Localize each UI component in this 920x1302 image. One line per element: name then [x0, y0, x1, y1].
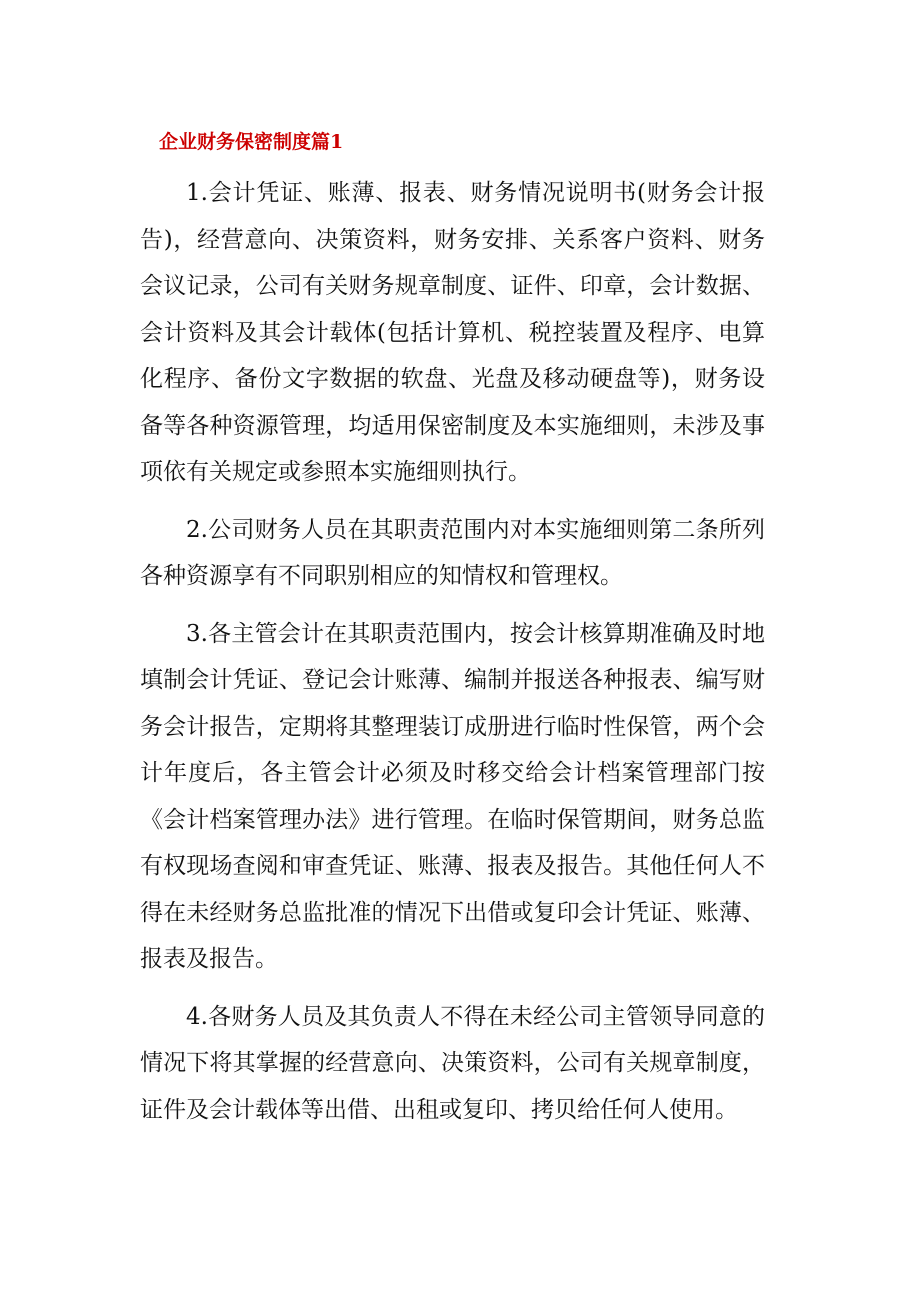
paragraph-4: 4.各财务人员及其负责人不得在未经公司主管领导同意的情况下将其掌握的经营意向、决策资料，公司有关规章制度，证件及会计载体等出借、出租或复印、拷贝给任何人使用。 [140, 1003, 765, 1123]
document-body [140, 170, 765, 1144]
paragraph-1: 1.会计凭证、账薄、报表、财务情况说明书(财务会计报告)，经营意向、决策资料，财务安排、关系客户资料、财务会议记录，公司有关财务规章制度、证件、印章，会计数据、会计资料及其会计载体(包括计算机、税控装置及程序、电算化程序、备份文字数据的软盘、光盘及移动硬盘等)，财务设备等各种资源管理，均适用保密制度及本实施细则，未涉及事项依有关规定或参照本实施细则执行。 [140, 180, 765, 485]
document-title: 企业财务保密制度篇1 [159, 131, 344, 153]
paragraph-3: 3.各主管会计在其职责范围内，按会计核算期准确及时地填制会计凭证、登记会计账薄、编制并报送各种报表、编写财务会计报告，定期将其整理装订成册进行临时性保管，两个会计年度后，各主管会计必须及时移交给会计档案管理部门按《会计档案管理办法》进行管理。在临时保管期间，财务总监有权现场查阅和审查凭证、账薄、报表及报告。其他任何人不得在未经财务总监批准的情况下出借或复印会计凭证、账薄、报表及报告。 [140, 620, 765, 972]
paragraph-2: 2.公司财务人员在其职责范围内对本实施细则第二条所列各种资源享有不同职别相应的知情权和管理权。 [140, 516, 765, 589]
